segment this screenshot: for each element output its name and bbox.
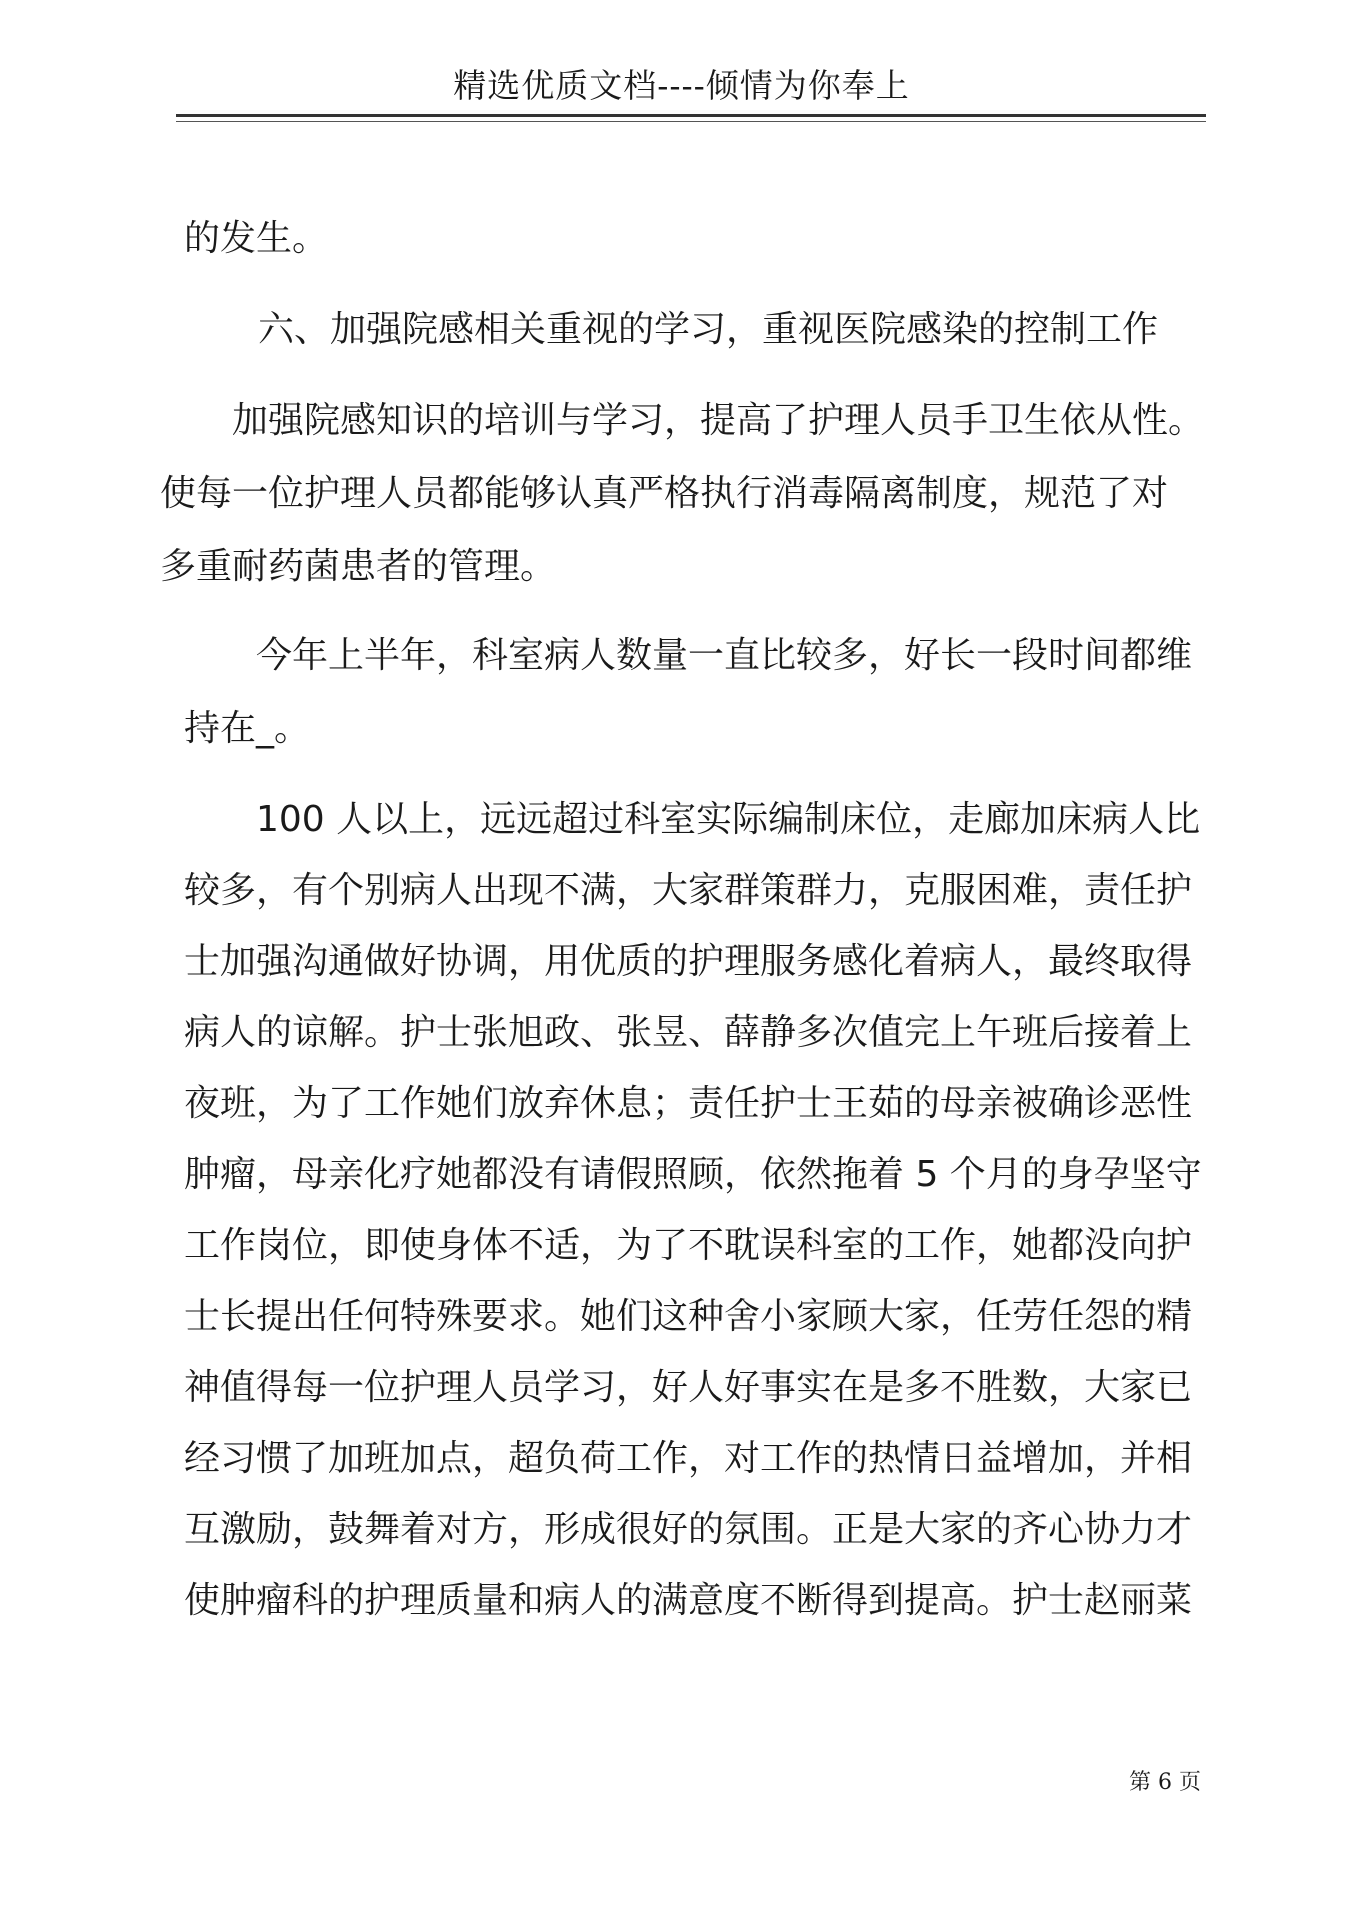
text-line: 100 人以上，远远超过科室实际编制床位，走廊加床病人比	[256, 799, 1201, 840]
text-line: 病人的谅解。护士张旭政、张昱、薛静多次值完上午班后接着上	[184, 1012, 1193, 1053]
header-title: 精选优质文档----倾情为你奉上	[453, 66, 910, 105]
text-line: 互激励，鼓舞着对方，形成很好的氛围。正是大家的齐心协力才	[184, 1509, 1193, 1550]
section-heading: 六、加强院感相关重视的学习，重视医院感染的控制工作	[258, 309, 1159, 350]
text-line: 今年上半年，科室病人数量一直比较多，好长一段时间都维	[256, 635, 1193, 676]
text-line: 士加强沟通做好协调，用优质的护理服务感化着病人，最终取得	[184, 941, 1193, 982]
text-line: 使肿瘤科的护理质量和病人的满意度不断得到提高。护士赵丽菜	[184, 1580, 1193, 1621]
header-rule-thick	[176, 114, 1206, 117]
text-line: 使每一位护理人员都能够认真严格执行消毒隔离制度，规范了对	[160, 473, 1169, 514]
text-line: 士长提出任何特殊要求。她们这种舍小家顾大家，任劳任怨的精	[184, 1296, 1193, 1337]
text-line: 持在_。	[184, 708, 311, 749]
text-line: 经习惯了加班加点，超负荷工作，对工作的热情日益增加，并相	[184, 1438, 1193, 1479]
text-line: 肿瘤，母亲化疗她都没有请假照顾，依然拖着 5 个月的身孕坚守	[184, 1154, 1202, 1195]
text-line: 工作岗位，即使身体不适，为了不耽误科室的工作，她都没向护	[184, 1225, 1193, 1266]
text-line: 的发生。	[184, 218, 329, 259]
header-rule-thin	[176, 121, 1206, 122]
text-line: 较多，有个别病人出现不满，大家群策群力，克服困难，责任护	[184, 870, 1193, 911]
text-line: 夜班，为了工作她们放弃休息；责任护士王茹的母亲被确诊恶性	[184, 1083, 1193, 1124]
page-number: 第 6 页	[1129, 1770, 1201, 1795]
text-line: 加强院感知识的培训与学习，提高了护理人员手卫生依从性。	[232, 400, 1205, 441]
text-line: 多重耐药菌患者的管理。	[160, 546, 557, 587]
text-line: 神值得每一位护理人员学习，好人好事实在是多不胜数，大家已	[184, 1367, 1193, 1408]
